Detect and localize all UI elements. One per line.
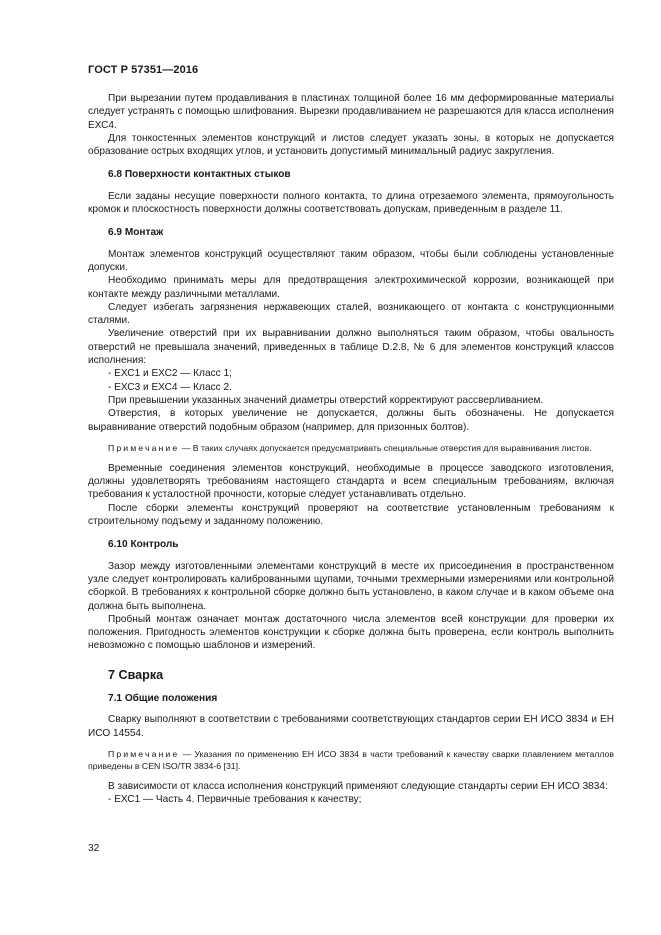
section-heading-6-10: 6.10 Контроль [108, 539, 179, 551]
paragraph: Если заданы несущие поверхности полного контакта, то длина отрезаемого элемента, прямоугольность кромок и плоскостность поверхности должны соответствовать допускам, приведенным в разделе 11. [88, 190, 614, 216]
paragraph: Отверстия, в которых увеличение не допускается, должны быть обозначены. Не допускается выравнивание отверстий подобным образом (например, для призонных болтов). [88, 408, 614, 433]
note-label: Примечание [108, 442, 180, 453]
paragraph: Необходимо принимать меры для предотвращения электрохимической коррозии, возникающей при контакте между различными металлами. [88, 275, 614, 300]
section-heading-7-1: 7.1 Общие положения [108, 692, 218, 704]
list-item: - ЕХС1 и ЕХС2 — Класс 1; [108, 368, 232, 380]
section-heading-7: 7 Сварка [108, 667, 164, 682]
paragraph: После сборки элементы конструкций проверяют на соответствие установленным требованиям к строительному подъему и заданному положению. [88, 502, 614, 528]
list-item: - ЕХС3 и ЕХС4 — Класс 2. [108, 381, 232, 393]
note-label: Примечание [108, 748, 180, 759]
section-heading-6-9: 6.9 Монтаж [108, 227, 164, 239]
document-body [88, 92, 614, 806]
paragraph: Зазор между изготовленными элементами конструкций в месте их присоединения в пространственном узле следует контролировать калиброванными щупами, точными трехмерными измерениями или контрольной сборкой. В требованиях к контрольной сборке должно быть установлено, в каком случае и в каком объеме она должна быть выполнена. [88, 560, 614, 612]
paragraph: При вырезании путем продавливания в пластинах толщиной более 16 мм деформированные материалы следует устранять с помощью шлифования. Вырезки продавливанием не разрешаются для класса исполнения ЕХС4. [88, 93, 614, 131]
page-number: 32 [88, 843, 100, 854]
list-item: - ЕХС1 — Часть 4. Первичные требования к качеству; [108, 794, 362, 806]
paragraph: Монтаж элементов конструкций осуществляют таким образом, чтобы были соблюдены установленные допуски. [88, 248, 614, 273]
paragraph: Временные соединения элементов конструкций, необходимые в процессе заводского изготовления, должны удовлетворять требованиям настоящего стандарта и всем специальным требованиям, включая требования к усталостной прочности, которые следует устанавливать отдельно. [88, 462, 614, 501]
section-heading-6-8: 6.8 Поверхности контактных стыков [108, 169, 291, 181]
note-text: — Указания по применению ЕН ИСО 3834 в части требований к качеству сварки плавлением металлов приведены в CEN ISO/TR 3834-6 [31]. [88, 748, 614, 771]
paragraph: При превышении указанных значений диаметры отверстий корректируют рассверливанием. [108, 394, 544, 406]
paragraph: Увеличение отверстий при их выравнивании должно выполняться таким образом, чтобы овальность отверстий не превышала значений, приведенных в таблице D.2.8, № 6 для элементов конструкций классов исполнения: [88, 328, 614, 367]
paragraph: Пробный монтаж означает монтаж достаточного числа элементов всей конструкции для проверки их положения. Пригодность элементов конструкции к сборке должна быть проверена, если контроль выполнить невозможно с помощью шаблонов и измерений. [88, 613, 614, 652]
note [88, 748, 614, 772]
paragraph: Сварку выполняют в соответствии с требованиями соответствующих стандартов серии ЕН ИСО 3834 и ЕН ИСО 14554. [88, 714, 614, 739]
document-header: ГОСТ Р 57351—2016 [88, 64, 199, 76]
paragraph: Следует избегать загрязнения нержавеющих сталей, возникающего от контакта с конструкционными сталями. [88, 301, 614, 327]
paragraph: Для тонкостенных элементов конструкций и листов следует указать зоны, в которых не допускается образование острых входящих углов, и установить допустимый минимальный радиус закругления. [88, 132, 614, 158]
paragraph: В зависимости от класса исполнения конструкций применяют следующие стандарты серии ЕН ИСО 3834: [108, 780, 608, 792]
note-text: — В таких случаях допускается предусматривать специальные отверстия для выравнивания листов. [179, 442, 592, 453]
note [88, 442, 614, 454]
